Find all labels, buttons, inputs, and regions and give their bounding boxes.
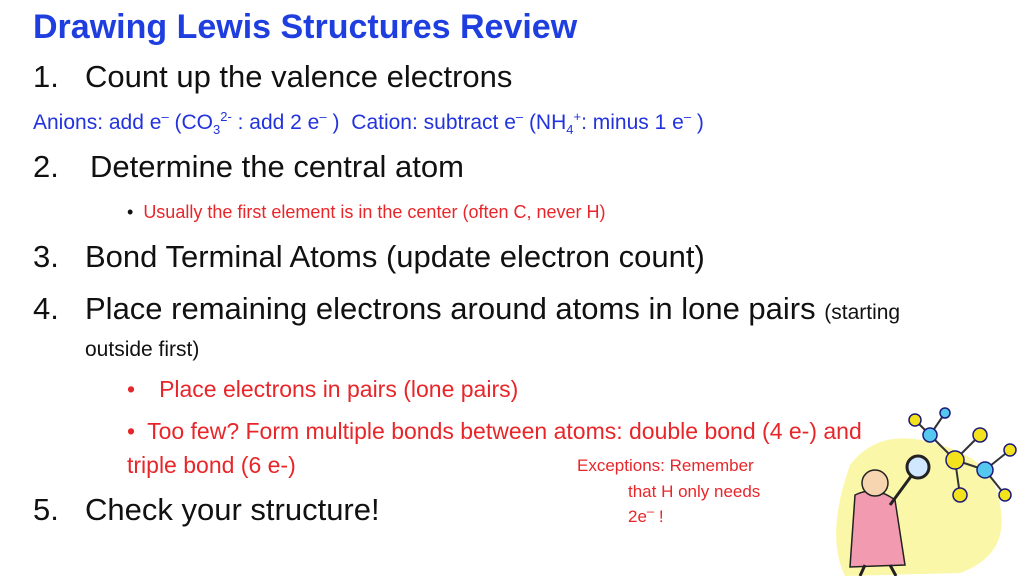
step-note: (starting	[824, 301, 901, 324]
exceptions-end: !	[654, 507, 664, 526]
exceptions-line-3	[628, 503, 664, 527]
anion-label: Anions: add e	[33, 111, 162, 134]
step-4-note-continued: outside first)	[85, 338, 200, 361]
superscript: –	[515, 109, 524, 124]
subscript: 3	[213, 122, 221, 138]
bullet-icon: •	[127, 418, 136, 444]
superscript: 2-	[220, 109, 232, 124]
step-number: 4.	[33, 291, 59, 326]
step-number: 3.	[33, 239, 59, 274]
cation-rule: : minus 1 e	[581, 111, 684, 134]
subscript: 4	[566, 122, 574, 138]
superscript: –	[646, 503, 655, 519]
step-4-bullet-2	[127, 418, 862, 445]
page-title: Drawing Lewis Structures Review	[33, 8, 578, 46]
step-text: Count up the valence electrons	[85, 59, 513, 94]
step-text: Place remaining electrons around atoms in lone pairs	[85, 291, 816, 326]
step-text: Bond Terminal Atoms (update electron count)	[85, 239, 705, 274]
step-5	[33, 492, 380, 528]
exceptions-line-2: that H only needs	[628, 482, 761, 501]
scientist-molecule-icon	[820, 405, 1024, 576]
exceptions-text: 2e	[628, 507, 647, 526]
ion-rule-line	[33, 109, 704, 138]
step-number: 5.	[33, 492, 59, 527]
step-2-bullet	[127, 202, 606, 223]
step-text: Determine the central atom	[90, 149, 464, 184]
exceptions-line-1: Exceptions: Remember	[577, 456, 754, 475]
step-4-bullet-1	[127, 376, 518, 403]
bullet-text: Too few? Form multiple bonds between atoms: double bond (4 e-) and	[147, 418, 862, 444]
step-4	[33, 291, 900, 327]
bullet-text: Usually the first element is in the center (often C, never H)	[143, 202, 606, 222]
step-3	[33, 239, 705, 275]
superscript: –	[319, 109, 327, 124]
step-2	[33, 149, 464, 185]
step-number: 1.	[33, 59, 59, 94]
bullet-icon: •	[127, 376, 136, 402]
step-text: Check your structure!	[85, 492, 380, 527]
step-1	[33, 59, 512, 95]
cation-label: Cation: subtract e	[351, 111, 516, 134]
cation-example: (NH	[523, 111, 567, 134]
cation-close: )	[691, 111, 704, 134]
superscript: +	[573, 109, 582, 124]
step-number: 2.	[33, 149, 59, 184]
bullet-text: Place electrons in pairs (lone pairs)	[159, 376, 519, 402]
anion-close: )	[326, 111, 340, 134]
anion-example: (CO	[168, 111, 213, 134]
superscript: –	[683, 109, 692, 124]
bullet-icon: •	[127, 202, 134, 222]
step-4-bullet-2-continued: triple bond (6 e-)	[127, 452, 296, 478]
superscript: –	[161, 109, 169, 124]
anion-rule: : add 2 e	[231, 111, 320, 134]
